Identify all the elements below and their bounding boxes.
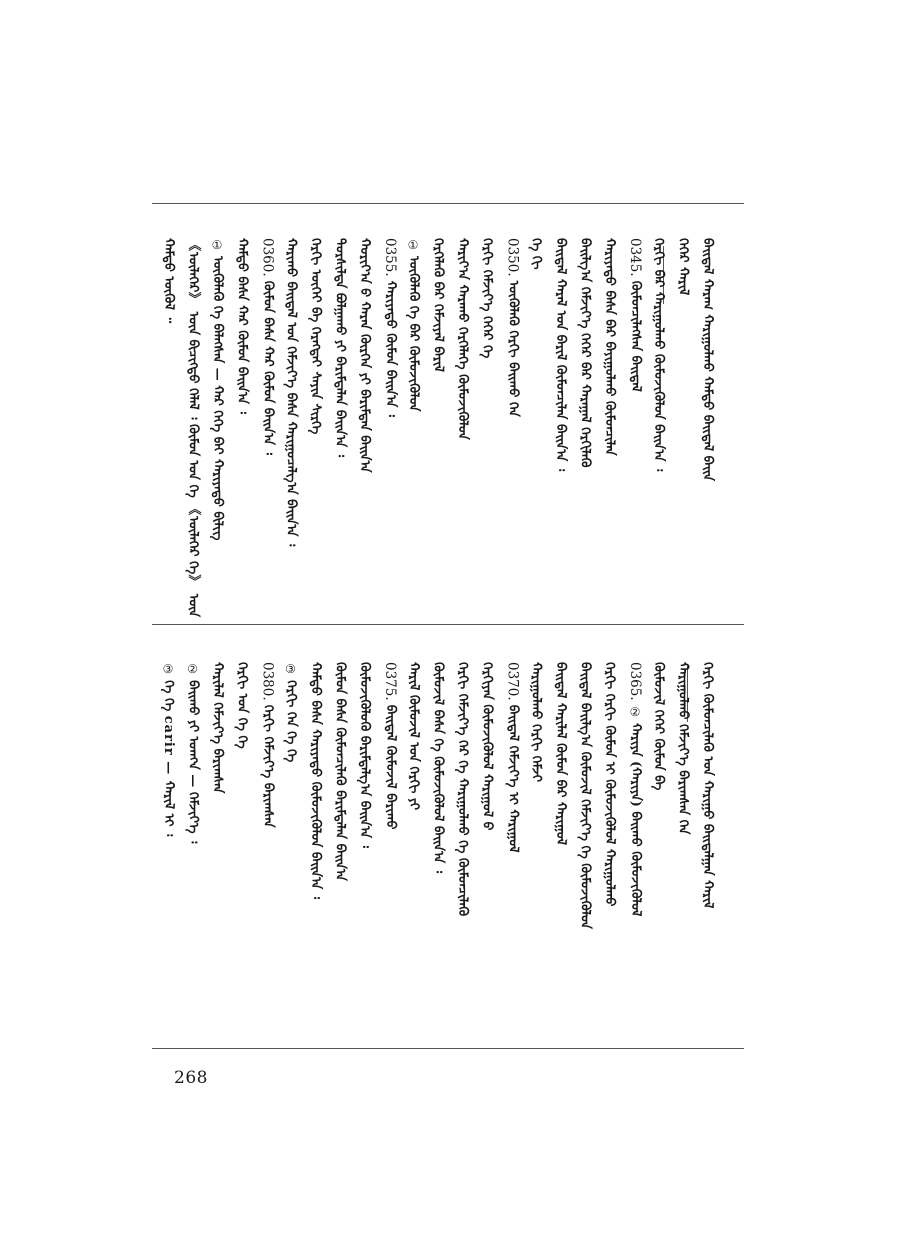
text-column xyxy=(505,662,520,853)
mongolian-text: ᠪᠠᠢᠳᠠᠯ ᠪᠠᠢᠯᠭ᠎ᠠ ᠬᠦᠮᠦᠵᠢᠯ ᠬᠡᠮᠵᠢᠶ᠎ᠡ ᠬᠡ ᠬᠦᠮᠦᠵᠢᠭᠦᠯᠦᠨ xyxy=(577,662,593,929)
footnote-marker: ③ xyxy=(283,662,298,676)
footnote-marker: ① xyxy=(210,238,224,252)
line-number: 0380. xyxy=(259,662,276,701)
text-column xyxy=(309,662,322,899)
mongolian-text: ᠬᠠᠮᠲᠤ ᠪᠠᠰᠠ ᠬᠠᠷ ᠬᠦᠮᠦᠨ ᠪᠠᠢᠨ᠎ᠠ ᠄ xyxy=(234,238,250,414)
footnote-marker: ② xyxy=(628,704,642,719)
text-column xyxy=(236,238,249,414)
mongolian-text: ᠪᠠᠢᠯᠭ᠎ᠠ ᠬᠡᠮᠵᠢᠶ᠎ᠡ ᠬᠡᠭᠡᠷ ᠪᠡᠷ ᠬᠠᠷᠠᠭᠠᠯ ᠬᠡᠷᠬᠢᠯᠡᠬᠦ xyxy=(577,238,593,468)
line-number: 0375. xyxy=(382,662,398,701)
mongolian-text: ᠬᠡᠭᠡᠷ ᠬᠠᠷᠢᠯ xyxy=(675,238,691,296)
mongolian-text: ᠬᠠᠷᠢᠶ᠎ᠠ ᠬᠠᠷᠠᠬᠤ ᠬᠡᠷᠭᠡᠯᠡᠭᠡ ᠬᠦᠮᠦᠵᠢᠭᠦᠯᠦᠨ xyxy=(455,238,470,440)
text-column xyxy=(652,662,665,790)
mongolian-text: ᠪᠠᠢᠳᠠᠯ ᠬᠡᠮᠵᠢᠶ᠎ᠡ ᠢ ᠬᠠᠷᠢᠭᠤᠯ xyxy=(505,704,521,853)
mongolian-text: ᠬᠦᠮᠦᠵᠢᠭᠦᠯᠦᠬᠦ ᠪᠠᠷᠢᠮᠲᠠᠯᠭ᠎ᠠ ᠪᠠᠢᠨ᠎ᠠ ᠄ xyxy=(357,662,372,848)
mongolian-text: ᠬᠡᠷᠬᠢ ᠪᠡᠷ ᠬᠠᠷᠢᠭᠤᠯᠬᠤ ᠬᠦᠮᠦᠵᠢᠭᠦᠯᠦᠨ ᠪᠠᠢᠨ᠎ᠠ ᠄ xyxy=(651,238,666,472)
mongolian-text: ᠪᠠᠢᠳᠠᠯ ᠬᠠᠷᠠᠭ ᠬᠠᠷᠢᠭᠤᠯᠬᠤ ᠬᠠᠮᠲᠤ ᠪᠠᠢᠳᠠᠯ ᠪᠠᠢᠨ xyxy=(700,238,715,481)
mongolian-text: ᠬᠡᠷᠬᠢᠶᠡᠨ ᠬᠦᠮᠦᠵᠢᠭᠦᠯᠦᠯ ᠬᠠᠷᠢᠭᠤᠯ ᠪ xyxy=(479,662,495,831)
mongolian-text: ᠬᠠᠷᠢᠯ ᠬᠦᠮᠦᠵᠢᠯ ᠤᠨ ᠬᠡᠷᠬᠢ ᠶᠢ xyxy=(406,662,421,810)
text-column xyxy=(677,238,690,295)
text-column xyxy=(530,662,543,782)
top-rule xyxy=(152,203,744,204)
mongolian-text: ᠬᠠᠷᠢᠯᠠᠯ ᠬᠡᠮᠵᠢᠶ᠎ᠡ ᠪᠠᠷᠢᠭᠰᠠᠨ xyxy=(210,662,225,794)
text-column xyxy=(554,662,567,845)
text-column xyxy=(285,662,298,762)
footnote-marker: ③ xyxy=(161,662,175,676)
text-column xyxy=(530,238,543,270)
mongolian-text: ᠪᠠᠢᠬᠤ ᠶᠢ ᠤᠬᠬᠨ — ᠬᠡᠮᠵᠢᠶ᠎ᠡ ᠄ xyxy=(185,680,201,844)
mongolian-text: ᠬᠠᠷᠢᠭᠤᠯᠬᠤ ᠬᠡᠷᠬᠢ ᠬᠡᠮᠵᠢ xyxy=(528,662,544,783)
mongolian-text: ᠬᠡᠷᠬᠢ ᠬᠡᠮᠵᠢᠶ᠎ᠡ ᠬᠡᠭᠡᠷ ᠬᠡ xyxy=(479,238,495,359)
text-column xyxy=(285,238,298,546)
line-number: 0365. xyxy=(627,662,643,701)
text-column xyxy=(358,238,371,473)
text-column xyxy=(677,662,690,834)
text-column xyxy=(185,238,201,618)
mongolian-text: ᠬᠦᠮᠦᠵᠢᠯ ᠪᠠᠰᠠ ᠬᠡ ᠬᠦᠮᠦᠵᠢᠭᠦᠯᠦᠯ ᠪᠠᠢᠨ᠎ᠠ ᠄ xyxy=(430,662,446,873)
mongolian-text: ᠬᠡ ᠬᠡ carir — ᠬᠠᠷᠢᠯ ᠢ ᠄ xyxy=(161,680,176,837)
mongolian-text: ᠬᠠᠮᠲᠤ ᠦᠬᠦᠯ ᠃ xyxy=(161,238,176,323)
text-column xyxy=(579,238,592,468)
mongolian-text: ᠬᠠᠷᠢᠶᠠ (ᠬᠠᠷᠢᠶᠠ) ᠪᠠᠢᠬᠤ ᠬᠦᠮᠦᠵᠢᠭᠦᠯᠦᠯ xyxy=(628,722,643,917)
mongolian-text: ᠬᠦᠮᠦᠨᠴᠢᠯᠡᠭᠰᠡᠨ ᠪᠠᠢᠳᠠᠯ xyxy=(628,280,643,392)
mongolian-text: ᠬᠡᠷᠬᠢ ᠬᠡᠷᠬᠢ ᠬᠦᠮᠦᠨ ᠢ ᠬᠦᠮᠦᠵᠢᠭᠦᠯᠦᠯ ᠬᠠᠷᠢᠭᠤᠯᠬᠤ xyxy=(602,662,617,907)
text-column xyxy=(407,238,420,411)
mongolian-text: ᠬᠦᠮᠦᠨ ᠪᠠᠰᠠ ᠬᠠᠷ ᠬᠦᠮᠦᠨ ᠪᠠᠢᠨ᠎ᠠ ᠄ xyxy=(260,280,276,455)
text-column xyxy=(334,662,347,881)
text-column xyxy=(456,238,469,440)
text-column xyxy=(481,662,494,830)
text-column xyxy=(554,238,567,471)
line-number: 0345. xyxy=(627,238,643,277)
text-column xyxy=(701,662,714,908)
text-column xyxy=(358,662,371,848)
text-column xyxy=(383,238,398,417)
text-column xyxy=(701,238,714,481)
mongolian-text: ᠬᠡ ᠬᠢ xyxy=(528,238,544,270)
text-column xyxy=(579,662,592,929)
mongolian-text: ᠪᠠᠢᠳᠠᠯ ᠬᠦᠮᠦᠵᠢᠯ ᠪᠠᠷᠢᠬᠤ xyxy=(383,704,398,830)
line-number: 0350. xyxy=(504,238,521,277)
mongolian-text: ᠬᠤᠷᠢᠶ᠎ᠠ ᠪ ᠬᠠᠷᠠᠨ ᠬᠦᠷᠭᠡᠨ ᠶᠢ ᠪᠠᠷᠢᠮᠲᠠᠨ ᠪᠠᠢᠨ᠎ᠠ xyxy=(357,238,372,473)
text-column xyxy=(334,238,347,457)
mongolian-text: ᠬᠡᠷᠬᠢ ᠬᠡᠮᠵᠢᠶ᠎ᠡ ᠬᠡᠷ ᠬᠡ ᠬᠠᠷᠢᠭᠤᠯᠬᠤ ᠬᠡ ᠬᠦᠮᠦᠨᠴᠢᠯᠡᠬᠦ xyxy=(455,662,470,917)
footnote-marker: ② xyxy=(185,662,200,676)
text-column xyxy=(260,238,275,455)
text-column xyxy=(628,662,643,916)
text-column xyxy=(187,662,200,843)
mongolian-text: ᠬᠠᠮᠲᠤ ᠪᠠᠰᠠ ᠬᠠᠷᠢᠶᠠᠲᠤ ᠬᠦᠮᠦᠵᠢᠭᠦᠯᠦᠨ ᠪᠠᠢᠨ᠎ᠠ ᠄ xyxy=(308,662,323,899)
mongolian-text: ᠪᠠᠢᠳᠠᠯ ᠬᠠᠷᠠᠯ ᠤᠨ ᠪᠠᠷᠢᠯ ᠬᠦᠮᠦᠨᠴᠢᠯᠡᠨ ᠪᠠᠢᠨ᠎ᠠ ᠄ xyxy=(553,238,568,472)
mongolian-text: ᠦᠭᠦᠯᠡᠬᠦ ᠬᠡ ᠪᠡᠷ ᠬᠦᠮᠦᠵᠢᠭᠦᠯᠦᠨ xyxy=(406,256,421,412)
mongolian-text: ᠬᠡᠷᠬᠢ ᠦᠬᠡᠢ ᠪᠡ ᠬᠡᠷᠡᠭᠲᠡᠢ ᠰᠠᠶᠢᠨ ᠰᠢᠷᠭᠡ xyxy=(308,238,323,435)
mongolian-text: ᠬᠠᠷᠢᠶᠠᠲᠤ ᠪᠠᠰᠠ ᠪᠡᠷ ᠪᠠᠶᠢᠭᠤᠯᠬᠤ ᠬᠦᠮᠦᠨᠴᠢᠯᠡᠨ xyxy=(602,238,617,456)
bottom-rule xyxy=(152,1048,744,1049)
mongolian-text: ᠬᠠᠷᠢᠬᠤ ᠪᠠᠢᠳᠠᠯ ᠤᠨ ᠬᠡᠮᠵᠢᠶ᠎ᠡ ᠪᠠᠰᠠ ᠬᠠᠷᠢᠭᠤᠴᠠᠯᠭ᠎ᠠ ᠪᠠᠢᠨ᠎ᠠ ᠄ xyxy=(283,238,299,547)
page-number: 268 xyxy=(174,1068,208,1088)
text-column xyxy=(260,662,275,828)
text-column xyxy=(481,238,494,358)
mongolian-text: ᠲᠤᠷᠰᠢᠯᠲᠠ ᠪᠤᠯᠭᠠᠬᠤ ᠶᠢ ᠪᠠᠷᠢᠮᠲᠠᠯᠠᠨ ᠪᠠᠢᠨ᠎ᠠ ᠄ xyxy=(332,238,348,457)
mongolian-text: ᠬᠡᠷᠬᠢ ᠤᠨ ᠬᠡ ᠬᠡ xyxy=(234,662,250,749)
text-column xyxy=(432,238,445,372)
mongolian-text: ᠬᠡᠷᠬᠢ ᠬᠡᠨ ᠬᠡ ᠬᠡ xyxy=(283,680,299,763)
mongolian-text: ᠬᠡᠷᠭᠡᠯᠡᠬᠦ ᠪᠡᠷ ᠬᠡᠮᠵᠢᠶᠡᠯ ᠪᠠᠷᠢᠯ xyxy=(430,238,446,372)
text-column xyxy=(432,662,445,873)
mongolian-text: ᠦᠭᠦᠯᠡᠭᠦ ᠬᠡ ᠪᠡᠯᠡᠭᠰᠡᠨ — ᠬᠠᠷ ᠬᠡᠭᠡ ᠪᠠᠢ ᠬᠠᠷᠢᠶᠠᠲᠤ ᠪᠢᠯᠢᠭ xyxy=(210,256,225,541)
text-column xyxy=(652,238,665,471)
mongolian-text: ᠦᠭᠦᠯᠡᠬᠦ ᠬᠡᠷᠬᠢ ᠪᠠᠢᠬᠤ ᠬᠡᠨ xyxy=(505,280,521,417)
mongolian-text: ᠬᠠᠷᠢᠭᠤᠯᠬᠤ ᠬᠡᠮᠵᠢᠶ᠎ᠡ ᠪᠠᠷᠢᠭᠰᠠᠨ ᠬᠡᠨ xyxy=(675,662,691,835)
line-number: 0370. xyxy=(504,662,521,701)
text-column xyxy=(628,238,643,392)
text-column xyxy=(603,238,616,456)
mongolian-text: ᠪᠠᠢᠳᠠᠯ ᠬᠠᠷᠢᠯᠠᠯ ᠬᠦᠮᠦᠨ ᠪᠡᠷ ᠬᠠᠷᠢᠭᠤᠯ xyxy=(553,662,568,846)
text-column xyxy=(309,238,322,434)
mongolian-text: ᠬᠡᠷᠬᠢ ᠬᠡᠮᠵᠢᠶ᠎ᠡ ᠪᠠᠷᠢᠭᠰᠠᠨ xyxy=(260,704,276,828)
line-number: 0360. xyxy=(259,238,276,277)
mongolian-text: ᠬᠦᠮᠦᠨ ᠪᠠᠰᠠ ᠬᠦᠮᠦᠨᠴᠢᠯᠡᠬᠦ ᠪᠠᠷᠢᠮᠲᠠᠯᠠᠨ ᠪᠠᠢᠨ᠎ᠠ xyxy=(332,662,348,881)
text-column xyxy=(383,662,398,829)
text-column xyxy=(603,662,616,906)
text-column xyxy=(162,238,175,323)
text-column xyxy=(211,662,224,793)
text-column xyxy=(162,662,175,836)
mongolian-text: ᠬᠠᠷᠢᠶᠠᠲᠤ ᠬᠦᠮᠦᠨ ᠪᠠᠢᠨ᠎ᠠ ᠄ xyxy=(383,280,398,417)
text-column xyxy=(456,662,469,916)
text-column xyxy=(211,238,224,540)
text-column xyxy=(505,238,520,417)
middle-rule xyxy=(152,624,744,625)
line-number: 0355. xyxy=(382,238,398,277)
footnote-marker: ① xyxy=(406,238,420,252)
mongolian-text: ᠬᠦᠮᠦᠵᠢᠯ ᠬᠡᠭᠡᠷ ᠬᠦᠮᠦᠨ ᠪᠠ xyxy=(651,662,666,791)
text-column xyxy=(407,662,420,810)
mongolian-text: 《ᠦᠯᠡᠭᠡᠷ》 ᠦᠨ ᠪᠢᠴᠢᠭᠲᠦ ᠬᠡᠯᠡᠯ ᠄ ᠬᠦᠮᠦᠨ ᠤᠨ ᠬᠡ 《ᠦᠯᠡᠭᠡᠷ ᠬᠡ》 ᠦᠨ xyxy=(185,238,201,618)
text-column xyxy=(236,662,249,749)
mongolian-text: ᠬᠡᠷᠬᠢ ᠬᠦᠮᠦᠨᠴᠢᠯᠡᠬᠦ ᠤᠨ ᠬᠠᠷᠢᠭᠤ ᠪᠠᠢᠳᠠᠯᠭᠠᠨ ᠬᠠᠷᠢᠯ xyxy=(700,662,715,909)
